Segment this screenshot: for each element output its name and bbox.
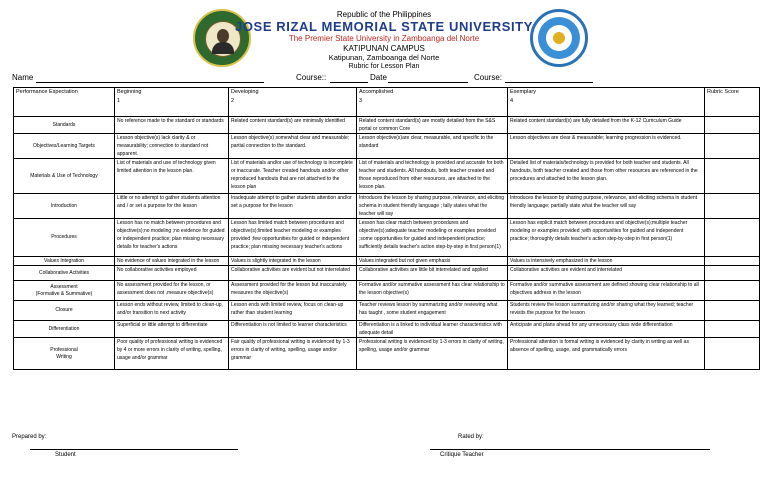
exemplary-cell: Lesson has explicit match between procedures and objective(s);multiple teacher modeling or examples provided ;with opportunities for guided and independent practice; thoroughly details teacher's action step-by-step in first person(1) [508,219,705,257]
developing-cell: Inadequate attempt to gather students attention and/or set a purpose for the lesson [229,194,357,219]
exemplary-cell: Values is intensively emphasized in the lesson [508,257,705,266]
beginning-cell: No assessment provided for the lesson, or assessment does not ,measure objective(s) [115,281,229,301]
exemplary-cell: Anticipate and plans ahead for any unnecessary class wide differentiation [508,321,705,338]
developing-cell: Lesson ends with limited review, focus on clean-up rather than student learning [229,301,357,321]
exemplary-cell: Related content standard(s) are fully detailed from the K-12 Curriculum Guide [508,117,705,134]
accomplished-cell: Related content standard(s) are mostly detailed from the S&S portal or common Core [357,117,508,134]
beginning-cell: Lesson ends without review, limited to clean-up, and/or transition to next activity [115,301,229,321]
rubric-score-cell[interactable] [705,266,760,281]
developing-cell: Differentiation is not limited to learner characteristics [229,321,357,338]
campus-name: KATIPUNAN CAMPUS [343,44,425,53]
accomplished-cell: Differentiation is a linked to individual learner characteristics with adequate detail [357,321,508,338]
rubric-score-cell[interactable] [705,257,760,266]
beginning-cell: No reference made to the standard or standards [115,117,229,134]
table-row [14,219,760,257]
accomplished-cell: Collaborative activities are little bit interrelated and applied [357,266,508,281]
developing-cell: Assessment provided for the lesson but inaccurately measures the objective(s) [229,281,357,301]
name-field[interactable] [36,82,264,83]
developing-cell: Collaborative activities are evident but not interrelated [229,266,357,281]
beginning-cell: List of materials and use of technology given limited attention in the lesson plan. [115,159,229,194]
exemplary-cell: Professional attention is formal writing is evidenced by clarity in writing as well as absence of spelling, usage, and grammatically errors [508,338,705,370]
date-label: Date [370,73,387,82]
exemplary-cell: Formative and/or summative assessment are defined showing clear relationship to all objectives address in the lesson [508,281,705,301]
exemplary-cell: Lesson objectives are clear & measurable; learning progression is evidenced. [508,134,705,159]
republic-line: Republic of the Philippines [336,10,432,19]
student-label: Student [55,452,76,458]
table-row [14,134,760,159]
criterion-cell: Objectives/Learning Targets [14,134,115,159]
developing-cell: Lesson has limited match between procedures and objective(s);limited teacher modeling or examples provided ;few opportunities for guided or independent practice; plan missing necessary teacher's actions [229,219,357,257]
header-performance-expectation: Performance Expectation [14,88,115,117]
beginning-cell: Lesson objective(s) lack clarity & or measurability; connection to standard not apparent. [115,134,229,159]
developing-cell: Fair quality of professional writing is evidenced by 1-3 errors in clarity of writing, spelling, usage and/or grammar [229,338,357,370]
date-field[interactable] [388,82,468,83]
table-header-row [14,88,760,117]
course-label-1: Course:: [296,73,327,82]
rubric-score-cell[interactable] [705,159,760,194]
university-name: JOSE RIZAL MEMORIAL STATE UNIVERSITY [235,19,533,34]
developing-cell: Related content standard(s) are minimally identified [229,117,357,134]
name-label: Name [12,73,34,82]
rubric-score-cell[interactable] [705,338,760,370]
course-field-2[interactable] [505,82,593,83]
criterion-cell: Values Integration [14,257,115,266]
developing-cell: Lesson objective(s) somewhat clear and measurable; partial connection to the standard. [229,134,357,159]
accomplished-cell: Values integrated but not given emphasis [357,257,508,266]
header-beginning: Beginning 1 [115,88,229,117]
rubric-score-cell[interactable] [705,301,760,321]
campus-address: Katipunan, Zamboanga del Norte [328,53,440,62]
exemplary-cell: Detailed list of materials/technology is provided for both teacher and students. All handouts, both teacher created and those from other resources are referenced in the procedures and attached to the lesson plan. [508,159,705,194]
accomplished-cell: Introduces the lesson by sharing purpose, relevance, and eliciting schema in student friendly language ; tally states what the teacher will say [357,194,508,219]
student-signature-line[interactable] [30,449,238,450]
beginning-cell: Little or no attempt to gather students attention and / or set a purpose for the lesson [115,194,229,219]
accomplished-cell: Formative and/or summative assessment has clear relationship to the lesson objective(s) [357,281,508,301]
course-label-2: Course: [474,73,503,82]
rubric-score-cell[interactable] [705,117,760,134]
table-row [14,194,760,219]
table-row [14,266,760,281]
accomplished-cell: List of materials and technology is provided and accurate for both teacher and students. All handouts, both teacher created and those reproduced from other resources, are attached to the lesson plan. [357,159,508,194]
criterion-cell: Assessment (Formative & Summative) [14,281,115,301]
criterion-cell: Introduction [14,194,115,219]
prepared-by-label: Prepared by: [12,434,47,440]
course-field-1[interactable] [330,82,368,83]
rubric-title: Rubric for Lesson Plan [348,63,420,70]
rubric-score-cell[interactable] [705,321,760,338]
criterion-cell: Materials & Use of Technology [14,159,115,194]
exemplary-cell: Collaborative activities are evident and interrelated [508,266,705,281]
criterion-cell: Standards [14,117,115,134]
criterion-cell: Differentiation [14,321,115,338]
rated-by-label: Rated by: [458,434,484,440]
teacher-signature-line[interactable] [430,449,710,450]
beginning-cell: No evidence of values integrated in the lesson [115,257,229,266]
critique-teacher-label: Critique Teacher [440,452,484,458]
beginning-cell: No collaborative activities employed [115,266,229,281]
beginning-cell: Lesson has no match between procedures and objective(s);no modeling ;no evidence for guided or independent practice; plan missing necessary details for teacher's actions [115,219,229,257]
rubric-score-cell[interactable] [705,219,760,257]
header-accomplished: Accomplished 3 [357,88,508,117]
table-row [14,257,760,266]
accomplished-cell: Professional writing is evidenced by 1-3 errors in clarity of writing, spelling, usage and/or grammar [357,338,508,370]
rubric-score-cell[interactable] [705,281,760,301]
table-row [14,159,760,194]
criterion-cell: Procedures [14,219,115,257]
table-row [14,281,760,301]
table-row [14,117,760,134]
header-rubric-score: Rubric Score [705,88,760,117]
rubric-table [13,87,760,370]
accomplished-cell: Teacher reviews lesson by summarizing and/or reviewing what has taught , some student engagement [357,301,508,321]
exemplary-cell: Students review the lesson summarizing and/or sharing what they learned; teacher revisits the purpose for the lesson [508,301,705,321]
header-developing: Developing 2 [229,88,357,117]
exemplary-cell: Introduces the lesson by sharing purpose, relevance, and eliciting schema in student friendly language; partially state what the teacher will say [508,194,705,219]
university-tagline: The Premier State University in Zamboanga del Norte [288,34,480,43]
accomplished-cell: Lesson objective(s)are clear, measurable, and specific to the standard [357,134,508,159]
developing-cell: List of materials and/or use of technology is incomplete or inaccurate. Teacher created handouts and/or other reproduced handouts that are not attached to the lesson plan [229,159,357,194]
criterion-cell: Collaborative Activities [14,266,115,281]
header-exemplary: Exemplary 4 [508,88,705,117]
rubric-score-cell[interactable] [705,134,760,159]
accomplished-cell: Lesson has clear match between procedures and objective(s);adequate teacher modeling or examples provided ;some opportunities for guided and independent practice; sufficiently details teacher's action step-by-step in first person(1) [357,219,508,257]
criterion-cell: Closure [14,301,115,321]
table-row [14,321,760,338]
beginning-cell: Poor quality of professional writing is evidenced by 4 or more errors in clarity of writing, spelling, usage and/or grammar [115,338,229,370]
table-row [14,301,760,321]
beginning-cell: Superficial or little attempt to differentiate [115,321,229,338]
table-row [14,338,760,370]
developing-cell: Values is slightly integrated in the lesson [229,257,357,266]
rubric-score-cell[interactable] [705,194,760,219]
criterion-cell: Professional Writing [14,338,115,370]
